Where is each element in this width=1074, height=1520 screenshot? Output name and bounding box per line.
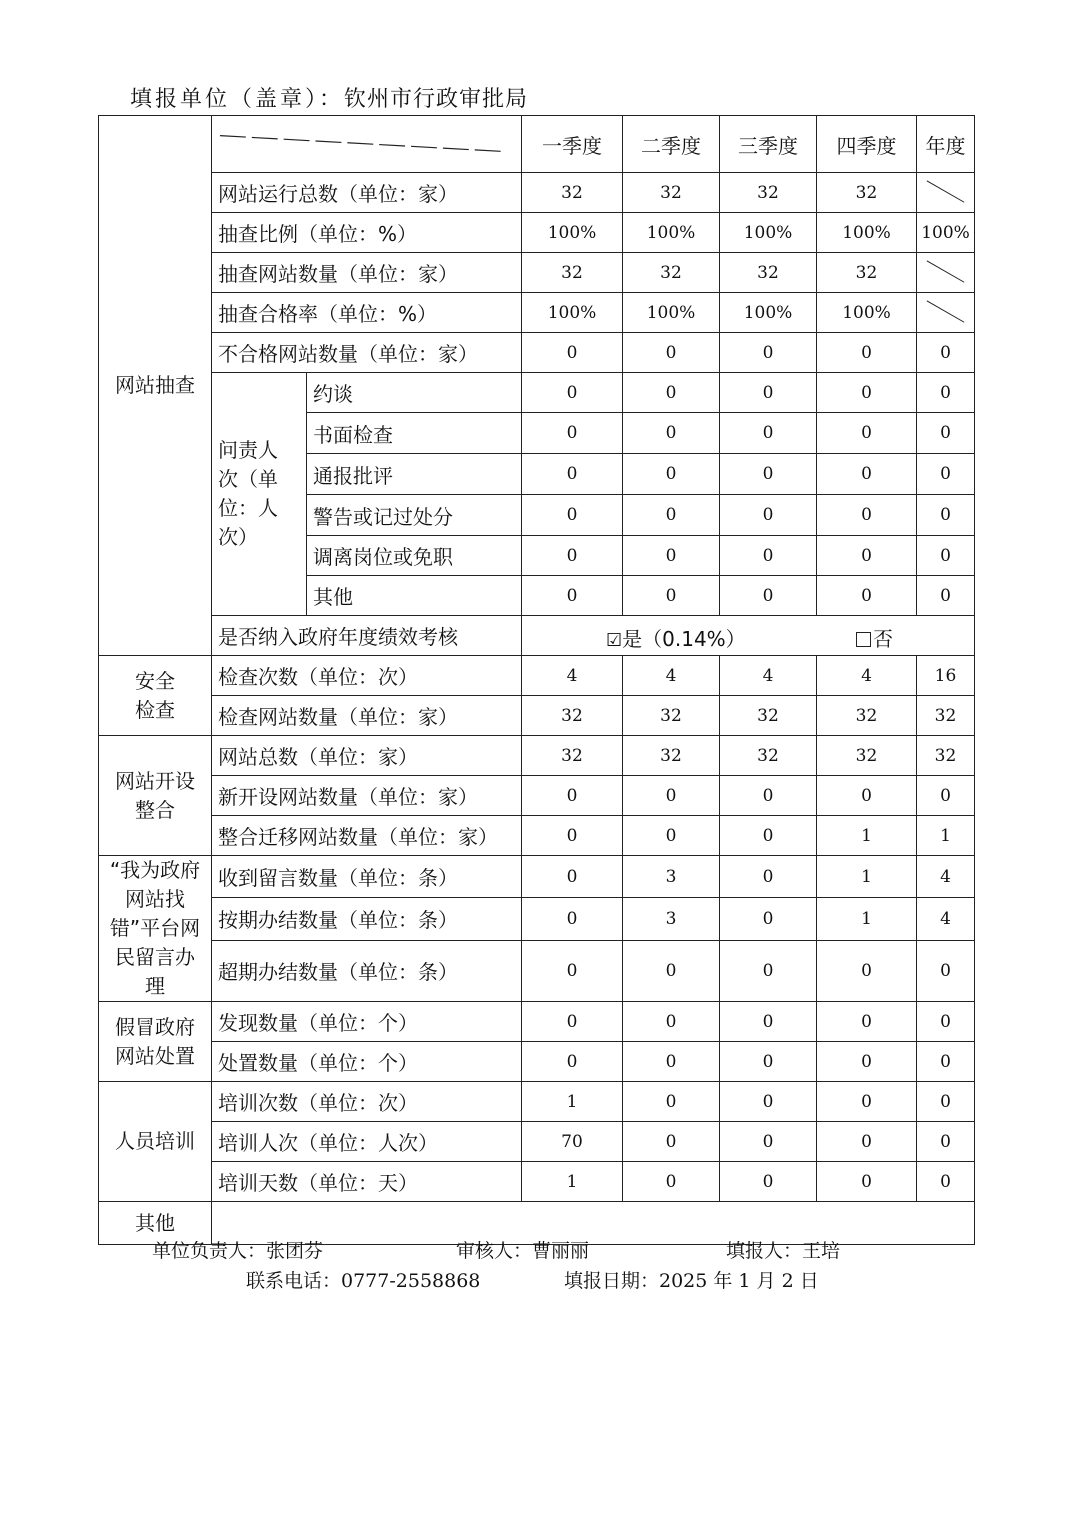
cell-year-empty <box>917 173 975 213</box>
cell-year: 0 <box>917 333 975 373</box>
cell-q3: 0 <box>720 536 817 576</box>
cell-q1: 0 <box>522 898 623 940</box>
row-label: 约谈 <box>307 373 522 413</box>
row-label: 处置数量（单位：个） <box>212 1042 522 1082</box>
unit-leader: 单位负责人：张团芬 <box>152 1240 324 1262</box>
cell-q2: 0 <box>623 1002 720 1042</box>
table-row <box>99 898 975 940</box>
cell-year: 0 <box>917 940 975 1001</box>
cell-q3: 0 <box>720 1122 817 1162</box>
row-label: 检查次数（单位：次） <box>212 656 522 696</box>
table-row <box>99 696 975 736</box>
cell-q1: 0 <box>522 413 623 454</box>
row-label: 整合迁移网站数量（单位：家） <box>212 816 522 856</box>
website-report-table <box>98 115 975 1245</box>
diagonal-line-icon <box>917 173 974 212</box>
cell-q3: 32 <box>720 736 817 776</box>
header-q2: 二季度 <box>623 116 720 173</box>
row-label: 超期办结数量（单位：条） <box>212 940 522 1001</box>
cell-q1: 32 <box>522 696 623 736</box>
cell-q1: 4 <box>522 656 623 696</box>
table-row <box>99 940 975 1001</box>
table-row <box>99 173 975 213</box>
category-website-setup: 网站开设整合 <box>99 736 212 856</box>
header-q4: 四季度 <box>817 116 917 173</box>
cell-year: 0 <box>917 1122 975 1162</box>
cell-q1: 32 <box>522 173 623 213</box>
header-diagonal-cell <box>212 116 522 173</box>
cell-q3: 0 <box>720 1002 817 1042</box>
table-row <box>99 656 975 696</box>
cell-q1: 100% <box>522 293 623 333</box>
row-label: 发现数量（单位：个） <box>212 1002 522 1042</box>
cell-q4: 32 <box>817 173 917 213</box>
row-label: 抽查网站数量（单位：家） <box>212 253 522 293</box>
cell-q2: 0 <box>623 576 720 616</box>
contact-phone: 联系电话：0777-2558868 <box>246 1270 481 1292</box>
cell-q2: 0 <box>623 776 720 816</box>
cell-q1: 32 <box>522 736 623 776</box>
cell-year: 0 <box>917 1042 975 1082</box>
cell-q4: 0 <box>817 940 917 1001</box>
row-label: 按期办结数量（单位：条） <box>212 898 522 940</box>
cell-q3: 32 <box>720 173 817 213</box>
cell-q4: 100% <box>817 213 917 253</box>
cell-q3: 32 <box>720 696 817 736</box>
category-website-check: 网站抽查 <box>99 116 212 656</box>
cell-q2: 0 <box>623 413 720 454</box>
cell-q3: 0 <box>720 1162 817 1202</box>
table-row <box>99 373 975 413</box>
cell-q3: 0 <box>720 413 817 454</box>
cell-q2: 0 <box>623 454 720 495</box>
cell-q1: 0 <box>522 1002 623 1042</box>
cell-q1: 0 <box>522 536 623 576</box>
table-row <box>99 333 975 373</box>
cell-q4: 0 <box>817 495 917 536</box>
cell-q4: 32 <box>817 696 917 736</box>
cell-year-empty <box>917 293 975 333</box>
table-row <box>99 776 975 816</box>
cell-q1: 0 <box>522 856 623 898</box>
cell-q4: 1 <box>817 816 917 856</box>
filler: 填报人：王培 <box>726 1240 841 1262</box>
cell-q4: 0 <box>817 776 917 816</box>
cell-q3: 4 <box>720 656 817 696</box>
cell-q1: 0 <box>522 576 623 616</box>
cell-q2: 0 <box>623 1122 720 1162</box>
cell-q2: 0 <box>623 940 720 1001</box>
table-row <box>99 736 975 776</box>
cell-q2: 32 <box>623 173 720 213</box>
cell-q3: 0 <box>720 940 817 1001</box>
kpi-row <box>99 616 975 656</box>
cell-q4: 0 <box>817 413 917 454</box>
header-q1: 一季度 <box>522 116 623 173</box>
cell-q2: 0 <box>623 536 720 576</box>
cell-q4: 0 <box>817 333 917 373</box>
row-label: 收到留言数量（单位：条） <box>212 856 522 898</box>
cell-q4: 0 <box>817 1042 917 1082</box>
cell-q4: 0 <box>817 1002 917 1042</box>
cell-q1: 0 <box>522 495 623 536</box>
cell-year: 0 <box>917 1002 975 1042</box>
row-label: 网站总数（单位：家） <box>212 736 522 776</box>
cell-q2: 0 <box>623 1082 720 1122</box>
cell-q1: 100% <box>522 213 623 253</box>
table-row <box>99 816 975 856</box>
cell-year: 100% <box>917 213 975 253</box>
kpi-options <box>522 616 975 656</box>
cell-q4: 0 <box>817 536 917 576</box>
row-label: 检查网站数量（单位：家） <box>212 696 522 736</box>
cell-q4: 1 <box>817 856 917 898</box>
diagonal-line-icon <box>212 116 521 172</box>
cell-year: 1 <box>917 816 975 856</box>
cell-q3: 0 <box>720 776 817 816</box>
cell-q1: 1 <box>522 1162 623 1202</box>
cell-q4: 0 <box>817 1082 917 1122</box>
cell-q3: 0 <box>720 454 817 495</box>
cell-q3: 0 <box>720 1042 817 1082</box>
category-other: 其他 <box>99 1202 212 1245</box>
cell-q2: 3 <box>623 898 720 940</box>
cell-year: 0 <box>917 495 975 536</box>
row-label: 培训天数（单位：天） <box>212 1162 522 1202</box>
table-row <box>99 856 975 898</box>
cell-q2: 0 <box>623 1162 720 1202</box>
cell-q2: 0 <box>623 1042 720 1082</box>
row-label: 网站运行总数（单位：家） <box>212 173 522 213</box>
cell-q3: 0 <box>720 373 817 413</box>
cell-q2: 0 <box>623 816 720 856</box>
other-value <box>212 1202 975 1245</box>
row-label: 培训人次（单位：人次） <box>212 1122 522 1162</box>
reviewer: 审核人：曹丽丽 <box>456 1240 590 1262</box>
reporting-unit-name: 钦州市行政审批局 <box>344 87 529 112</box>
cell-year: 32 <box>917 696 975 736</box>
diagonal-line-icon <box>917 293 974 332</box>
cell-q2: 3 <box>623 856 720 898</box>
cell-q3: 0 <box>720 816 817 856</box>
report-date: 填报日期：2025 年 1 月 2 日 <box>564 1270 819 1292</box>
cell-q4: 32 <box>817 253 917 293</box>
table-row <box>99 253 975 293</box>
cell-q1: 32 <box>522 253 623 293</box>
cell-q4: 100% <box>817 293 917 333</box>
cell-year: 0 <box>917 413 975 454</box>
row-label: 调离岗位或免职 <box>307 536 522 576</box>
cell-q1: 1 <box>522 1082 623 1122</box>
reporting-unit-label: 填报单位（盖章）： <box>130 87 345 112</box>
cell-q4: 0 <box>817 1162 917 1202</box>
table-row <box>99 213 975 253</box>
cell-q3: 0 <box>720 576 817 616</box>
table-row <box>99 1042 975 1082</box>
cell-q2: 0 <box>623 373 720 413</box>
cell-year: 16 <box>917 656 975 696</box>
category-fake-sites: 假冒政府网站处置 <box>99 1002 212 1082</box>
cell-q4: 0 <box>817 576 917 616</box>
row-label: 警告或记过处分 <box>307 495 522 536</box>
reporting-unit-line <box>130 82 528 113</box>
cell-year: 4 <box>917 856 975 898</box>
cell-q3: 100% <box>720 213 817 253</box>
cell-year: 0 <box>917 776 975 816</box>
cell-q1: 0 <box>522 373 623 413</box>
row-label: 新开设网站数量（单位：家） <box>212 776 522 816</box>
header-year: 年度 <box>917 116 975 173</box>
cell-year: 32 <box>917 736 975 776</box>
cell-year: 0 <box>917 454 975 495</box>
cell-q1: 0 <box>522 940 623 1001</box>
table-row <box>99 1122 975 1162</box>
cell-q1: 0 <box>522 454 623 495</box>
table-row <box>99 293 975 333</box>
category-security-check: 安全检查 <box>99 656 212 736</box>
cell-q1: 0 <box>522 776 623 816</box>
header-row <box>99 116 975 173</box>
cell-q3: 0 <box>720 495 817 536</box>
table-row <box>99 1002 975 1042</box>
cell-q1: 0 <box>522 1042 623 1082</box>
cell-q4: 0 <box>817 1122 917 1162</box>
kpi-yes-option[interactable]: ☑是（0.14%） <box>606 627 746 651</box>
cell-q2: 4 <box>623 656 720 696</box>
cell-q4: 0 <box>817 454 917 495</box>
cell-q1: 0 <box>522 816 623 856</box>
row-label: 抽查比例（单位：%） <box>212 213 522 253</box>
cell-q4: 0 <box>817 373 917 413</box>
cell-year-empty <box>917 253 975 293</box>
category-training: 人员培训 <box>99 1082 212 1202</box>
cell-q3: 0 <box>720 898 817 940</box>
accountability-label: 问责人次（单位：人次） <box>212 373 307 616</box>
cell-q4: 1 <box>817 898 917 940</box>
row-label: 书面检查 <box>307 413 522 454</box>
cell-q4: 4 <box>817 656 917 696</box>
row-label: 培训次数（单位：次） <box>212 1082 522 1122</box>
cell-year: 0 <box>917 1082 975 1122</box>
table-row <box>99 1082 975 1122</box>
cell-q1: 70 <box>522 1122 623 1162</box>
cell-q3: 0 <box>720 856 817 898</box>
cell-year: 0 <box>917 373 975 413</box>
cell-q2: 100% <box>623 293 720 333</box>
row-label: 其他 <box>307 576 522 616</box>
cell-year: 4 <box>917 898 975 940</box>
cell-year: 0 <box>917 576 975 616</box>
cell-q3: 0 <box>720 1082 817 1122</box>
cell-q2: 32 <box>623 253 720 293</box>
unchecked-box-icon <box>856 632 871 647</box>
header-q3: 三季度 <box>720 116 817 173</box>
cell-q2: 32 <box>623 736 720 776</box>
row-label: 抽查合格率（单位：%） <box>212 293 522 333</box>
row-label: 通报批评 <box>307 454 522 495</box>
diagonal-line-icon <box>917 253 974 292</box>
cell-q3: 100% <box>720 293 817 333</box>
table-row <box>99 1162 975 1202</box>
cell-year: 0 <box>917 536 975 576</box>
cell-q3: 0 <box>720 333 817 373</box>
checked-box-icon: ☑ <box>606 630 623 651</box>
cell-q3: 32 <box>720 253 817 293</box>
cell-year: 0 <box>917 1162 975 1202</box>
cell-q2: 100% <box>623 213 720 253</box>
kpi-label: 是否纳入政府年度绩效考核 <box>212 616 522 656</box>
cell-q2: 0 <box>623 495 720 536</box>
row-label: 不合格网站数量（单位：家） <box>212 333 522 373</box>
cell-q4: 32 <box>817 736 917 776</box>
cell-q2: 0 <box>623 333 720 373</box>
cell-q1: 0 <box>522 333 623 373</box>
category-error-reports: “我为政府网站找错”平台网民留言办理 <box>99 856 212 1002</box>
kpi-no-option[interactable]: 否 <box>856 623 893 652</box>
cell-q2: 32 <box>623 696 720 736</box>
